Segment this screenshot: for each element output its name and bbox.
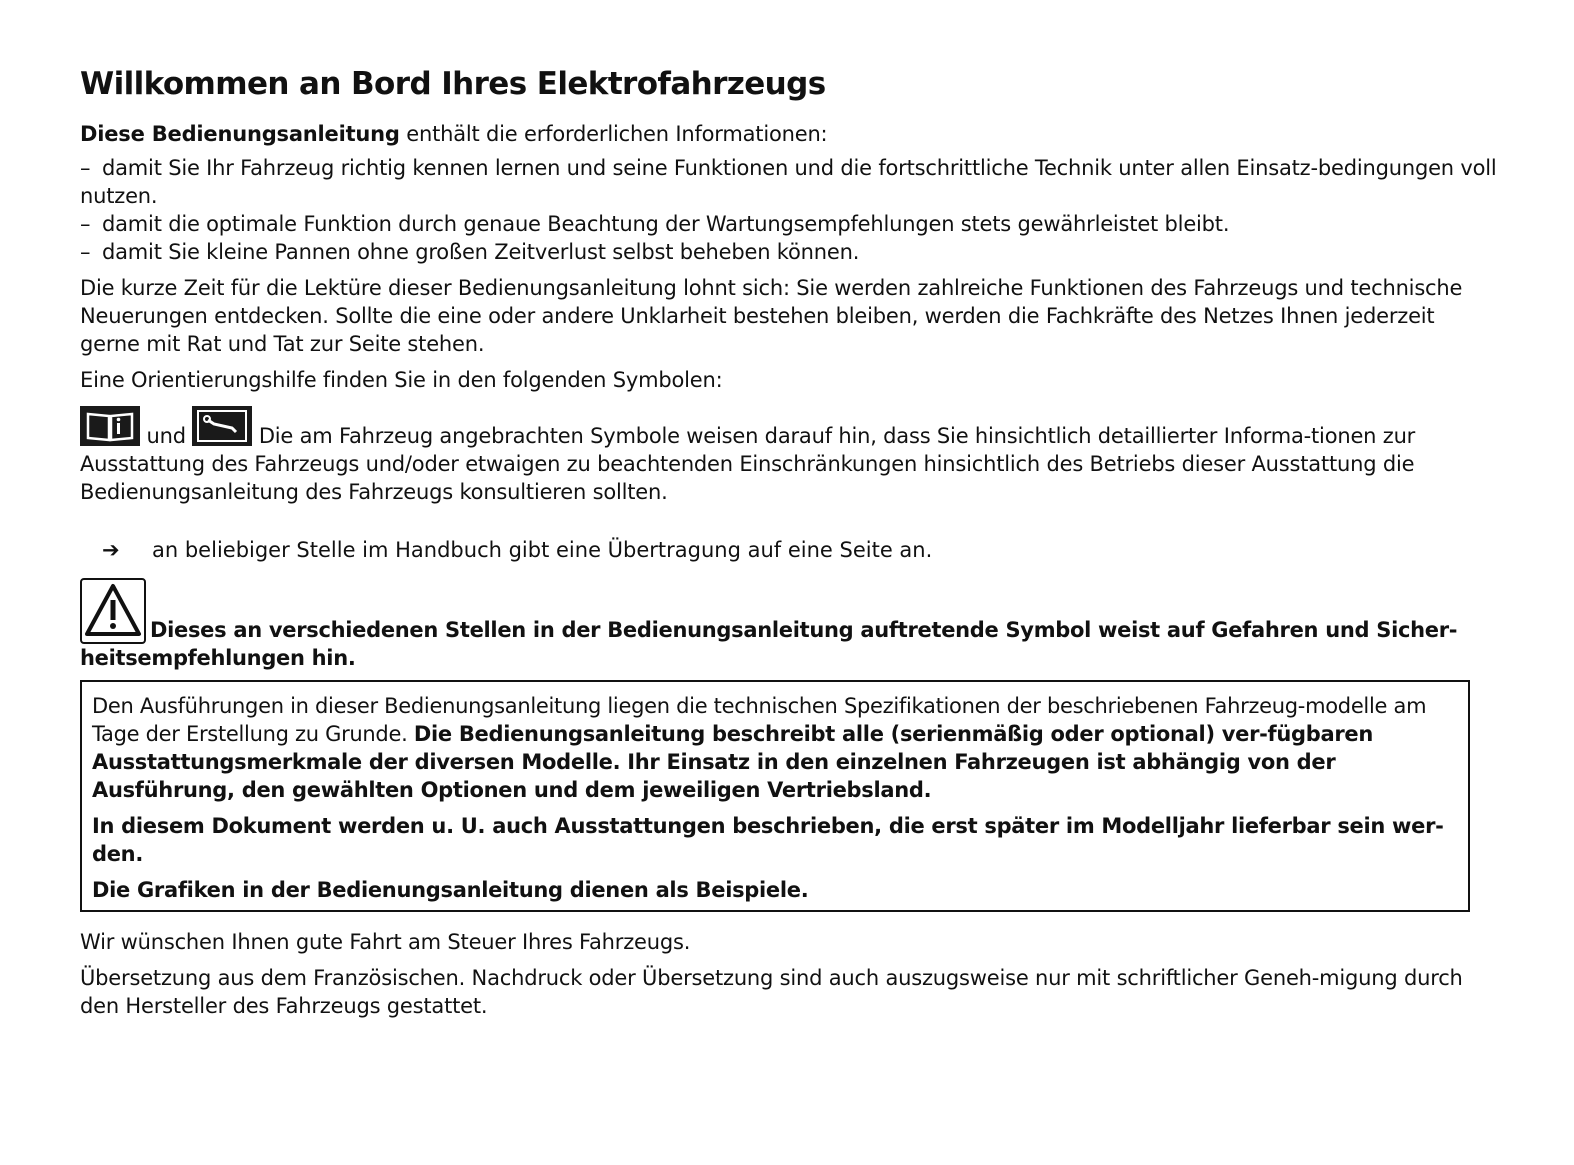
intro-paragraph: [80, 120, 1500, 148]
specification-box: [80, 680, 1470, 912]
wrench-icon: [192, 406, 252, 446]
reading-time-paragraph: Die kurze Zeit für die Lektüre dieser Bedienungsanleitung lohnt sich: Sie werden zahlreiche Funktionen des Fahrzeugs und technische Neuerungen entdecken. Sollte die eine oder andere Unklarheit bestehen bleiben, werden die Fachkräfte des Netzes Ihnen jederzeit gerne mit Rat und Tat zur Seite stehen.: [80, 276, 1463, 356]
list-item: – damit Sie Ihr Fahrzeug richtig kennen lernen und seine Funktionen und die fortschrittliche Technik unter allen Einsatz-bedingungen voll nutzen.: [80, 156, 1497, 208]
intro-rest: enthält die erforderlichen Informationen:: [399, 122, 828, 146]
orientation-paragraph: Eine Orientierungshilfe finden Sie in den folgenden Symbolen:: [80, 368, 723, 392]
page-reference-text: an beliebiger Stelle im Handbuch gibt eine Übertragung auf eine Seite an.: [152, 538, 933, 562]
copyright-paragraph: Übersetzung aus dem Französischen. Nachdruck oder Übersetzung sind auch auszugsweise nur mit schriftlicher Geneh-migung durch den Hersteller des Fahrzeugs gestattet.: [80, 966, 1463, 1018]
warning-text: Dieses an verschiedenen Stellen in der Bedienungsanleitung auftretende Symbol weist auf Gefahren und Sicher-heitsempfehlungen hin.: [80, 618, 1458, 670]
box-paragraph-3: Die Grafiken in der Bedienungsanleitung dienen als Beispiele.: [92, 878, 809, 902]
book-info-icon: [80, 406, 140, 446]
box-paragraph-1: Den Ausführungen in dieser Bedienungsanleitung liegen die technischen Spezifikationen der beschriebenen Fahrzeug-modelle am Tage der Erstellung zu Grunde. Die Bedienungsanleitung beschreibt alle (serienmäßig oder optional) ver-fügbaren Ausstattungsmerkmale der diversen Modelle. Ihr Einsatz in den einzelnen Fahrzeugen ist abhängig von der Ausführung, den gewählten Optionen und dem jeweiligen Vertriebsland.: [92, 694, 1427, 802]
warning-triangle-icon: [80, 578, 146, 644]
intro-bold: Diese Bedienungsanleitung: [80, 122, 400, 146]
page-title: Willkommen an Bord Ihres Elektrofahrzeugs: [80, 66, 826, 102]
list-marker: –: [80, 240, 91, 264]
symbols-paragraph: [80, 406, 1500, 506]
list-item: – damit Sie kleine Pannen ohne großen Zeitverlust selbst beheben können.: [80, 240, 860, 264]
closing-paragraph: Wir wünschen Ihnen gute Fahrt am Steuer Ihres Fahrzeugs.: [80, 930, 691, 954]
purpose-list: [80, 154, 1500, 266]
list-item: – damit die optimale Funktion durch genaue Beachtung der Wartungsempfehlungen stets gewährleistet bleibt.: [80, 212, 1230, 236]
warning-paragraph: [80, 578, 1500, 672]
arrow-right-icon: ➔: [102, 538, 120, 562]
list-marker: –: [80, 212, 91, 236]
box-paragraph-2: In diesem Dokument werden u. U. auch Ausstattungen beschrieben, die erst später im Modelljahr lieferbar sein wer-den.: [92, 814, 1444, 866]
manual-page: [80, 62, 1500, 1020]
page-reference-note: [80, 536, 1500, 564]
and-word: und: [146, 424, 186, 448]
symbols-text: Die am Fahrzeug angebrachten Symbole weisen darauf hin, dass Sie hinsichtlich detaillierter Informa-tionen zur Ausstattung des Fahrzeugs und/oder etwaigen zu beachtenden Einschränkungen hinsichtlich des Betriebs dieser Ausstattung die Bedienungsanleitung des Fahrzeugs konsultieren sollten.: [80, 424, 1416, 504]
list-marker: –: [80, 156, 91, 180]
